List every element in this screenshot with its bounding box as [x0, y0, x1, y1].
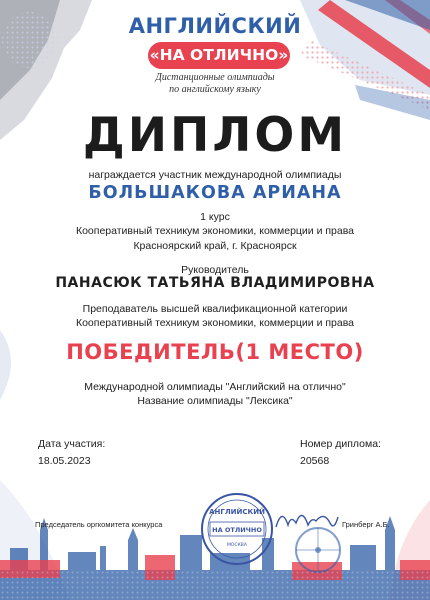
leader-label: Руководитель: [181, 264, 249, 276]
logo-title: АНГЛИЙСКИЙ: [128, 14, 302, 38]
number-value: 20568: [300, 455, 330, 467]
date-value: 18.05.2023: [38, 455, 91, 467]
participant-name: БОЛЬШАКОВА АРИАНА: [88, 183, 342, 203]
institution: Кооперативный техникум экономики, коммерции и права: [75, 225, 355, 237]
olympiad-name: Название олимпиады "Лексика": [137, 395, 293, 407]
leader-name: ПАНАСЮК ТАТЬЯНА ВЛАДИМИРОВНА: [55, 275, 375, 291]
course: 1 курс: [200, 211, 230, 223]
awarded-text: награждается участник международной олимпиады: [88, 169, 342, 181]
stamp-middle-text: НА ОТЛИЧНО: [212, 526, 262, 534]
signature: [272, 503, 340, 535]
location: Красноярский край, г. Красноярск: [133, 240, 297, 252]
logo-subtitle-line1: Дистанционные олимпиады: [155, 72, 275, 83]
date-label: Дата участия:: [38, 438, 106, 450]
number-label: Номер диплома:: [300, 438, 381, 450]
logo-subtitle-line2: по английскому языку: [169, 84, 261, 95]
olympiad-text: Международной олимпиады "Английский на отлично": [84, 381, 346, 393]
stamp-top-text: АНГЛИЙСКИЙ: [209, 508, 265, 516]
result-title: ПОБЕДИТЕЛЬ(1 МЕСТО): [66, 340, 364, 364]
diploma-title: ДИПЛОМ: [82, 108, 348, 163]
stamp-seal: [200, 492, 274, 566]
stamp-city: МОСКВА: [227, 543, 247, 548]
leader-position: Преподаватель высшей квалификационной категории: [82, 303, 348, 315]
leader-institution: Кооперативный техникум экономики, коммерции и права: [75, 317, 355, 329]
chair-label: Председатель оргкомитета конкурса: [35, 520, 163, 529]
signer-name: Гринберг А.Б.: [342, 520, 390, 529]
logo-pill: «НА ОТЛИЧНО»: [148, 42, 290, 69]
